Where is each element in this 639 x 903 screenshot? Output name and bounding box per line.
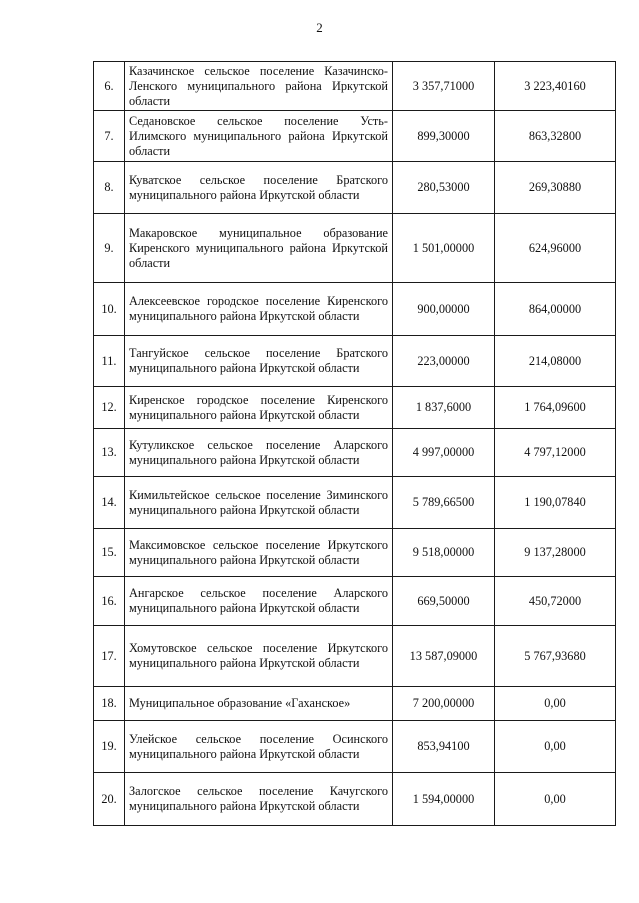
- municipality-name: Тангуйское сельское поселение Братского муниципального района Иркутской области: [125, 336, 393, 387]
- amount-value-2: 0,00: [495, 773, 616, 826]
- row-number: 13.: [94, 429, 125, 477]
- row-number: 11.: [94, 336, 125, 387]
- amount-value-1: 13 587,09000: [393, 626, 495, 687]
- amount-value-1: 280,53000: [393, 162, 495, 214]
- page-number: 2: [316, 20, 323, 35]
- table-row: [94, 62, 616, 111]
- municipality-name: Казачинское сельское поселение Казачинско-Ленского муниципального района Иркутской области: [125, 62, 393, 111]
- amount-value-2: 3 223,40160: [495, 62, 616, 111]
- amount-value-1: 1 594,00000: [393, 773, 495, 826]
- municipality-name: Алексеевское городское поселение Киренского муниципального района Иркутской области: [125, 283, 393, 336]
- municipality-name: Макаровское муниципальное образование Киренского муниципального района Иркутской области: [125, 214, 393, 283]
- municipality-name: Улейское сельское поселение Осинского муниципального района Иркутской области: [125, 721, 393, 773]
- municipality-name: Киренское городское поселение Киренского муниципального района Иркутской области: [125, 387, 393, 429]
- amount-value-2: 9 137,28000: [495, 529, 616, 577]
- row-number: 19.: [94, 721, 125, 773]
- table-row: [94, 626, 616, 687]
- table-row: [94, 214, 616, 283]
- amount-value-2: 624,96000: [495, 214, 616, 283]
- row-number: 12.: [94, 387, 125, 429]
- amount-value-2: 864,00000: [495, 283, 616, 336]
- table-row: [94, 577, 616, 626]
- table-row: [94, 773, 616, 826]
- municipality-name: Муниципальное образование «Гаханское»: [125, 687, 393, 721]
- municipality-name: Куватское сельское поселение Братского муниципального района Иркутской области: [125, 162, 393, 214]
- row-number: 6.: [94, 62, 125, 111]
- table-row: [94, 529, 616, 577]
- amount-value-1: 7 200,00000: [393, 687, 495, 721]
- amount-value-2: 5 767,93680: [495, 626, 616, 687]
- amount-value-2: 4 797,12000: [495, 429, 616, 477]
- municipality-name: Ангарское сельское поселение Аларского муниципального района Иркутской области: [125, 577, 393, 626]
- amount-value-1: 1 837,6000: [393, 387, 495, 429]
- table-row: [94, 387, 616, 429]
- municipality-name: Залогское сельское поселение Качугского муниципального района Иркутской области: [125, 773, 393, 826]
- amount-value-1: 5 789,66500: [393, 477, 495, 529]
- amount-value-1: 1 501,00000: [393, 214, 495, 283]
- municipality-name: Седановское сельское поселение Усть-Илимского муниципального района Иркутской области: [125, 111, 393, 162]
- amount-value-1: 9 518,00000: [393, 529, 495, 577]
- municipality-name: Кимильтейское сельское поселение Зиминского муниципального района Иркутской области: [125, 477, 393, 529]
- amount-value-1: 223,00000: [393, 336, 495, 387]
- amount-value-2: 0,00: [495, 687, 616, 721]
- row-number: 8.: [94, 162, 125, 214]
- row-number: 7.: [94, 111, 125, 162]
- amount-value-2: 1 764,09600: [495, 387, 616, 429]
- amount-value-2: 214,08000: [495, 336, 616, 387]
- table-row: [94, 111, 616, 162]
- table-row: [94, 283, 616, 336]
- row-number: 18.: [94, 687, 125, 721]
- amount-value-1: 3 357,71000: [393, 62, 495, 111]
- municipality-table: [93, 61, 616, 826]
- amount-value-1: 669,50000: [393, 577, 495, 626]
- amount-value-2: 450,72000: [495, 577, 616, 626]
- amount-value-1: 899,30000: [393, 111, 495, 162]
- amount-value-2: 863,32800: [495, 111, 616, 162]
- amount-value-1: 4 997,00000: [393, 429, 495, 477]
- table-row: [94, 429, 616, 477]
- table-row: [94, 687, 616, 721]
- table-row: [94, 336, 616, 387]
- amount-value-2: 269,30880: [495, 162, 616, 214]
- row-number: 10.: [94, 283, 125, 336]
- amount-value-1: 900,00000: [393, 283, 495, 336]
- row-number: 9.: [94, 214, 125, 283]
- municipality-name: Хомутовское сельское поселение Иркутского муниципального района Иркутской области: [125, 626, 393, 687]
- table-row: [94, 721, 616, 773]
- row-number: 14.: [94, 477, 125, 529]
- municipality-name: Максимовское сельское поселение Иркутского муниципального района Иркутской области: [125, 529, 393, 577]
- municipality-name: Кутуликское сельское поселение Аларского муниципального района Иркутской области: [125, 429, 393, 477]
- amount-value-1: 853,94100: [393, 721, 495, 773]
- amount-value-2: 0,00: [495, 721, 616, 773]
- table-row: [94, 162, 616, 214]
- row-number: 20.: [94, 773, 125, 826]
- amount-value-2: 1 190,07840: [495, 477, 616, 529]
- row-number: 16.: [94, 577, 125, 626]
- row-number: 15.: [94, 529, 125, 577]
- table-row: [94, 477, 616, 529]
- row-number: 17.: [94, 626, 125, 687]
